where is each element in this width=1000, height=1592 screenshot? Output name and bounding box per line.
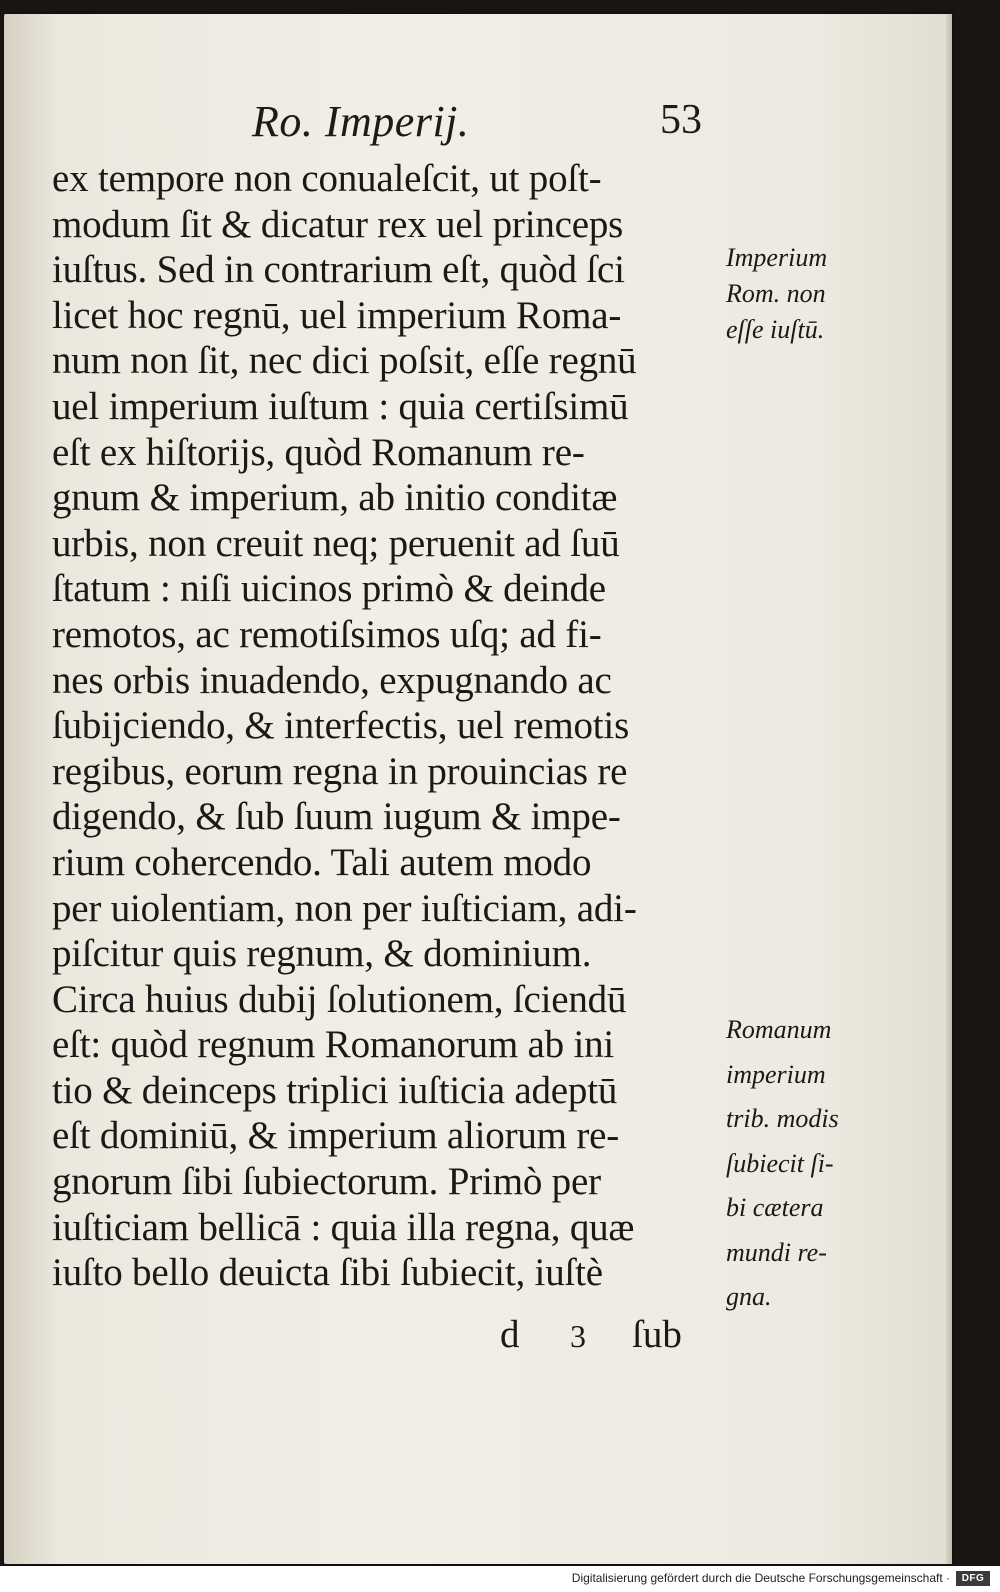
text-line: nes orbis inuadendo, expugnando ac	[52, 658, 612, 702]
marginal-note-line: Romanum	[726, 1015, 832, 1044]
text-line: rium cohercendo. Tali autem modo	[52, 840, 592, 884]
marginal-note	[726, 240, 827, 348]
text-line: licet hoc regnū, uel imperium Roma-	[52, 293, 622, 337]
running-head: Ro. Imperij.	[252, 97, 470, 146]
text-line: iuſtus. Sed in contrarium eſt, quòd ſci	[52, 248, 625, 292]
text-line: urbis, non creuit neq; peruenit ad ſuū	[52, 521, 620, 565]
signature-number: 3	[570, 1318, 586, 1354]
text-line: ſtatum : niſi uicinos primò & deinde	[52, 567, 606, 611]
marginal-note-line: bi cætera	[726, 1193, 824, 1222]
credit-text: Digitalisierung gefördert durch die Deutsche Forschungsgemeinschaft ·	[571, 1571, 950, 1585]
marginal-note-line: Rom. non	[726, 279, 826, 308]
text-line: eſt ex hiſtorijs, quòd Romanum re-	[52, 430, 585, 474]
text-line: num non ſit, nec dici poſsit, eſſe regnū	[52, 339, 637, 383]
marginal-note-line: Imperium	[726, 243, 828, 272]
text-line: gnum & imperium, ab initio conditæ	[52, 476, 618, 520]
text-line: Circa huius dubij ſolutionem, ſciendū	[52, 977, 627, 1021]
marginal-note-line: trib. modis	[726, 1104, 839, 1133]
text-line: remotos, ac remotiſsimos uſq; ad fi-	[52, 612, 602, 656]
text-line: ſubijciendo, & interfectis, uel remotis	[52, 704, 630, 748]
page-footer	[4, 1312, 952, 1362]
text-line: piſcitur quis regnum, & dominium.	[52, 932, 592, 976]
page-header	[4, 92, 952, 152]
text-line: modum ſit & dicatur rex uel princeps	[52, 202, 624, 246]
marginal-note	[726, 1008, 839, 1320]
catchword: ſub	[632, 1313, 682, 1356]
book-page	[4, 14, 952, 1564]
marginal-note-line: ſubiecit ſi-	[726, 1148, 834, 1178]
text-line: eſt dominiū, & imperium aliorum re-	[52, 1114, 620, 1158]
marginal-note-line: mundi re-	[726, 1237, 827, 1267]
text-line: tio & deinceps triplici iuſticia adeptū	[52, 1068, 618, 1112]
text-line: uel imperium iuſtum : quia certiſsimū	[52, 384, 629, 428]
marginal-note-line: imperium	[726, 1059, 826, 1089]
text-line: iuſticiam bellicā : quia illa regna, quæ	[52, 1205, 635, 1249]
marginal-note-line: gna.	[726, 1282, 772, 1311]
marginal-note-line: eſſe iuſtū.	[726, 315, 825, 344]
body-text	[52, 156, 732, 1296]
signature-mark: d	[500, 1313, 520, 1356]
text-line: ex tempore non conualeſcit, ut poſt-	[52, 157, 602, 200]
text-line: iuſto bello deuicta ſibi ſubiecit, iuſtè	[52, 1251, 603, 1295]
dfg-logo-icon: DFG	[956, 1571, 990, 1586]
text-line: eſt: quòd regnum Romanorum ab ini	[52, 1023, 615, 1067]
page-number: 53	[660, 97, 702, 143]
text-line: per uiolentiam, non per iuſticiam, adi-	[52, 886, 637, 930]
text-line: gnorum ſibi ſubiectorum. Primò per	[52, 1160, 601, 1204]
credit-bar	[0, 1566, 1000, 1592]
text-line: digendo, & ſub ſuum iugum & impe-	[52, 795, 621, 839]
text-line: regibus, eorum regna in prouincias re	[52, 749, 628, 793]
